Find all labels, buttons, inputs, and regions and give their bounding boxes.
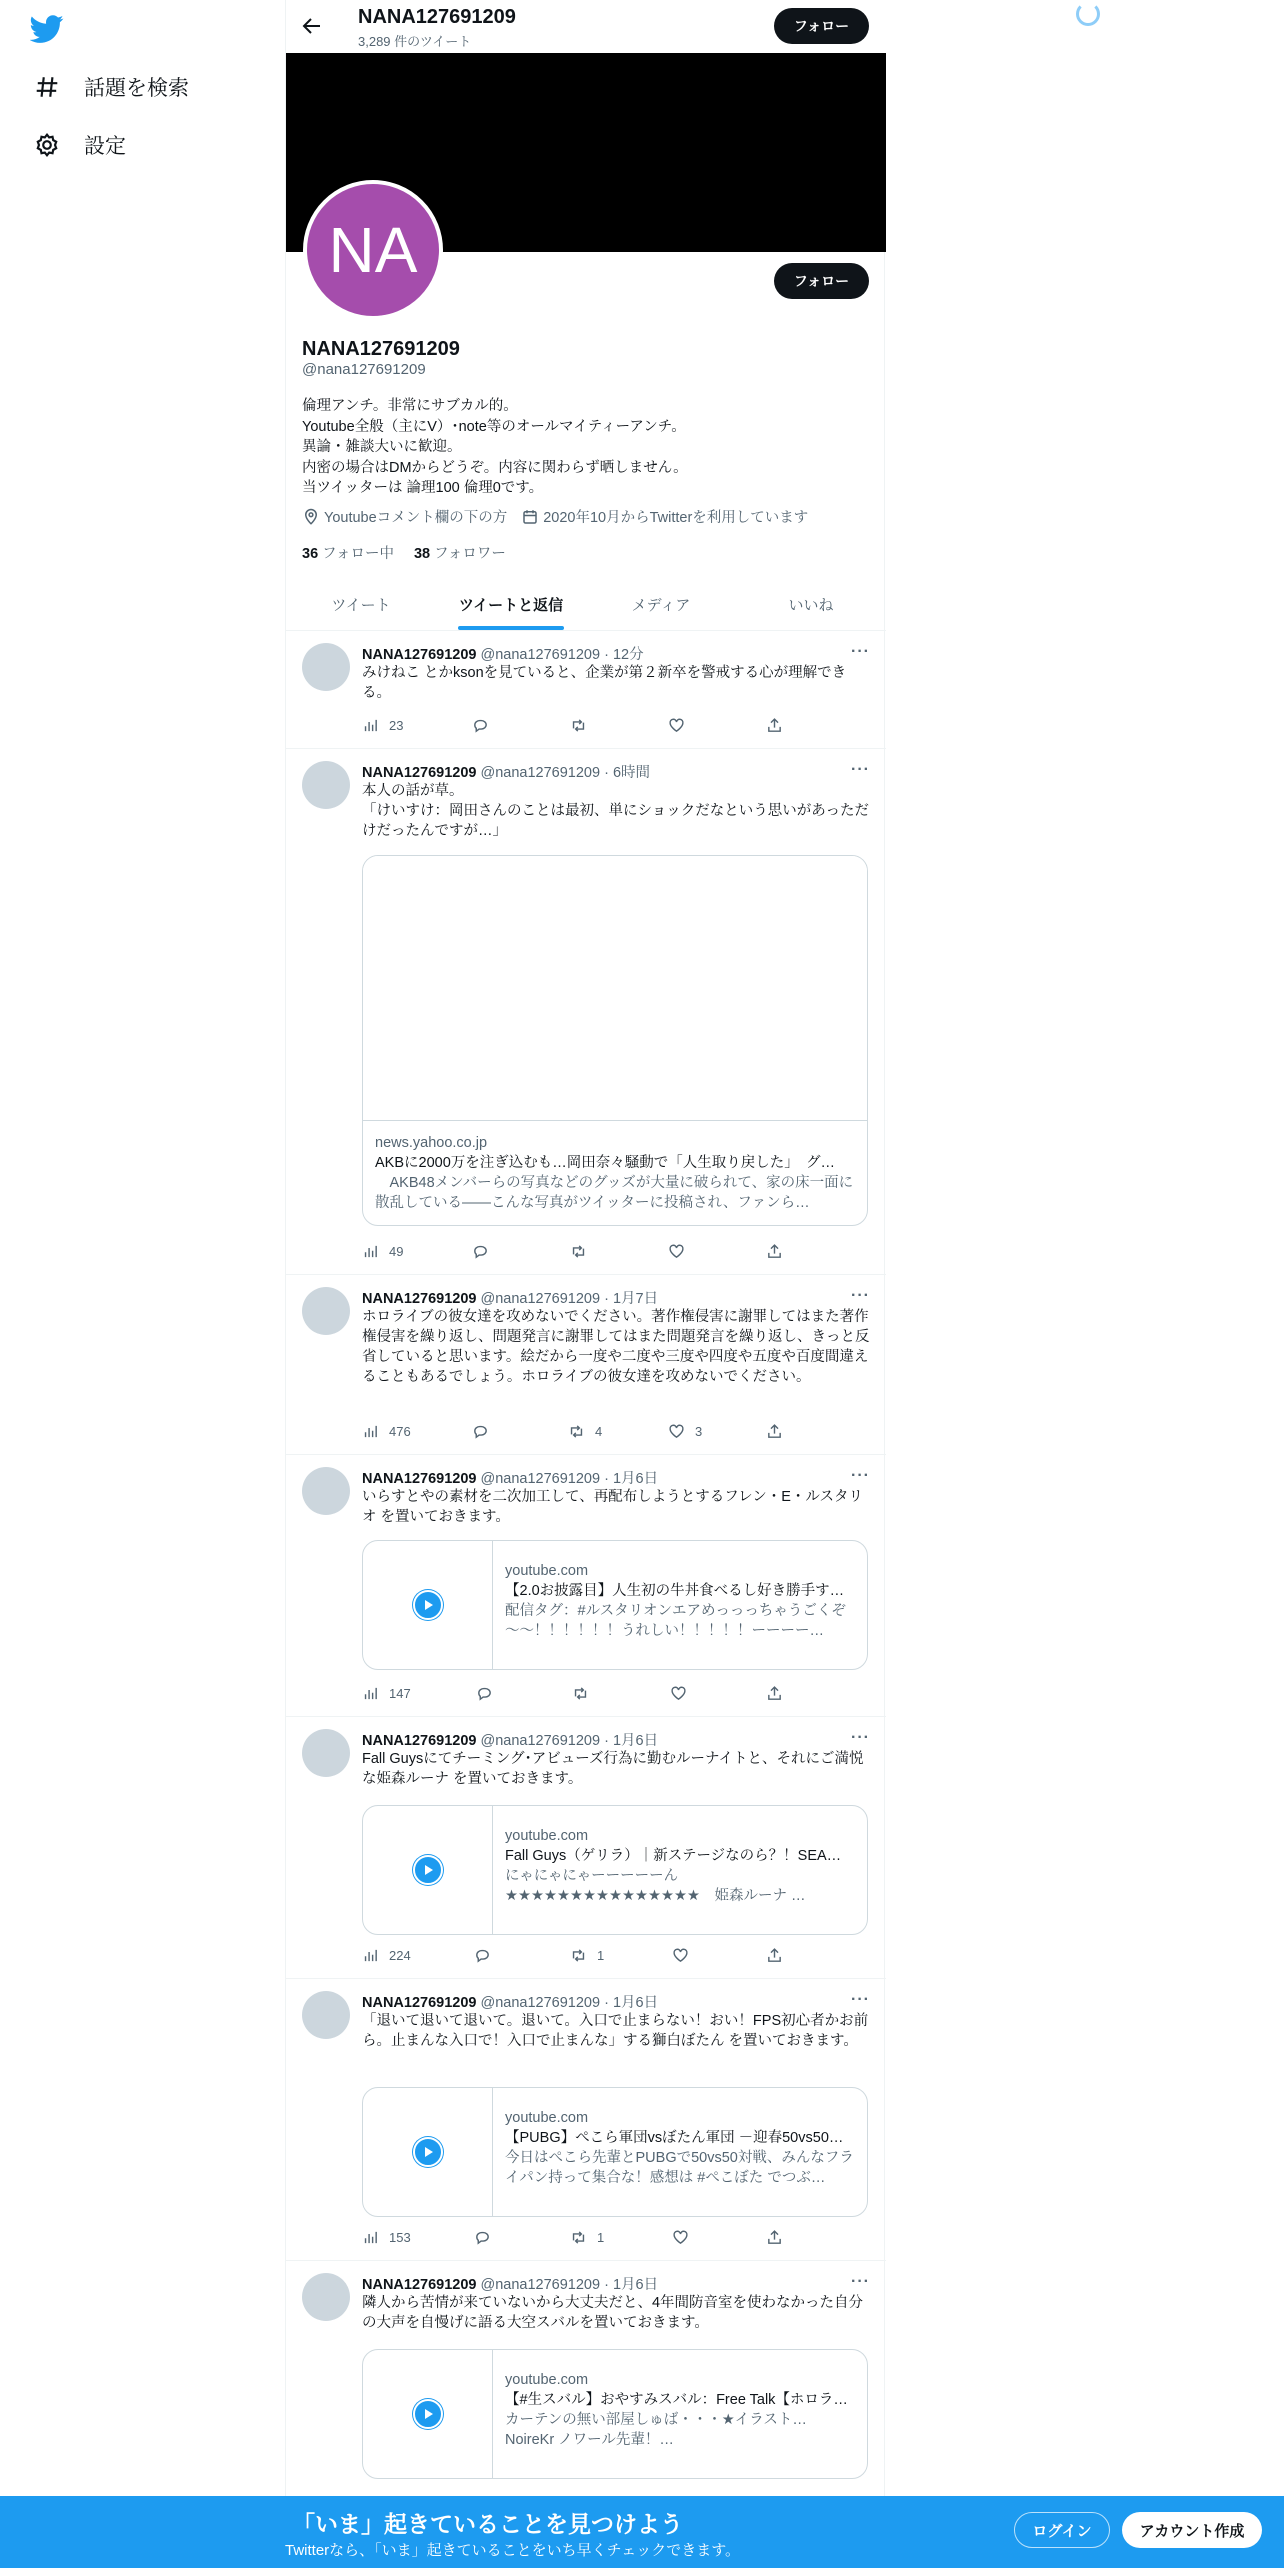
login-button[interactable]: ログイン [1014,2512,1110,2548]
views-icon [362,1685,379,1702]
nav-settings[interactable] [34,130,126,160]
share-button[interactable] [766,2229,783,2246]
youtube-card-title: 【#生スバル】おやすみスバル：Free Talk【ホロラ… [505,2392,848,2408]
tweet-text: 本人の話が草。 「けいすけ：岡田さんのことは最初、単にショックだなという思いがあっただけだったんですが…」 [362,783,870,839]
follow-stats [302,542,506,563]
tweet-avatar[interactable] [302,761,350,809]
more-icon[interactable]: ··· [851,643,870,660]
calendar-icon [521,508,539,526]
share-button[interactable] [766,1423,783,1440]
retweet-icon [570,1243,587,1260]
views-button[interactable]: 224 [362,1947,411,1964]
share-button[interactable] [766,1947,783,1964]
link-card[interactable] [362,855,868,1226]
header-follow-button[interactable]: フォロー [774,8,869,44]
tab-tweets-and-replies[interactable]: ツイートと返信 [436,578,586,630]
profile-avatar[interactable]: NA [303,180,443,320]
reply-icon [474,1947,491,1964]
link-card-image [363,856,867,1121]
tweet-item[interactable] [286,1717,886,1979]
youtube-card-title: 【2.0お披露目】人生初の牛丼食べるし好き勝手す… [505,1583,845,1599]
share-button[interactable] [766,717,783,734]
header-tweet-count: 3,289 件のツイート [358,34,472,49]
views-button[interactable]: 153 [362,2229,411,2246]
youtube-thumbnail [363,2350,493,2478]
signup-banner [0,2496,1284,2568]
tweet-avatar[interactable] [302,1991,350,2039]
views-button[interactable]: 49 [362,1243,403,1260]
tweet-text: 隣人から苦情が来ていないから大丈夫だと、4年間防音室を使わなかった自分の大声を自慢げに語る大空スバルを置いておきます。 [362,2295,864,2331]
heart-icon [672,2229,689,2246]
retweet-button[interactable]: 1 [570,2229,604,2246]
retweet-icon [570,717,587,734]
like-button[interactable] [672,2229,699,2246]
gear-icon [34,132,60,158]
tweet-actions [362,1423,832,1443]
tweet-item[interactable] [286,1455,886,1717]
reply-button[interactable] [472,1423,499,1440]
nav-settings-label: 設定 [84,135,126,158]
share-icon [766,2229,783,2246]
reply-icon [474,2229,491,2246]
views-button[interactable]: 476 [362,1423,411,1440]
reply-icon [472,1423,489,1440]
tweet-text: いらすとやの素材を二次加工して、再配布しようとするフレン・E・ルスタリオ を置いておきます。 [362,1489,864,1525]
more-icon[interactable]: ··· [851,1991,870,2008]
heart-icon [670,1685,687,1702]
youtube-card-title: Fall Guys（ゲリラ）｜新ステージなのら？！SEA… [505,1848,842,1864]
reply-button[interactable] [474,2229,501,2246]
tweet-text: みけねこ とかksonを見ていると、企業が第２新卒を警戒する心が理解できる。 [362,665,847,701]
loading-spinner-icon [1076,2,1100,26]
signup-button[interactable]: アカウント作成 [1122,2512,1262,2548]
tweet-text: ホロライブの彼女達を攻めないでください。著作権侵害に謝罪してはまた著作権侵害を繰り返し、問題発言に謝罪してはまた問題発言を繰り返し、きっと反省していると思います。絵だから一度や二度や三度や四度や五度や百度間違えることもあるでしょう。ホロライブの彼女達を攻めないでください。 [362,1309,870,1385]
tweet-header: NANA127691209 @nana127691209 · 6時間 [362,765,651,781]
signup-banner-subtitle: Twitterなら、「いま」起きていることをいち早くチェックできます。 [285,2542,741,2559]
tweet-actions [362,717,832,737]
reply-icon [472,717,489,734]
reply-icon [476,1685,493,1702]
twitter-logo-icon[interactable] [30,12,64,46]
tab-tweets[interactable]: ツイート [331,596,391,614]
views-icon [362,1423,379,1440]
youtube-card[interactable] [362,1805,868,1935]
profile-header-bar [286,0,886,53]
tweet-header: NANA127691209 @nana127691209 · 1月6日 [362,1733,659,1749]
share-icon [766,1243,783,1260]
profile-tabs [286,578,886,631]
heart-icon [668,717,685,734]
reply-icon [472,1243,489,1260]
nav-explore[interactable] [34,72,189,102]
youtube-card-domain: youtube.com [505,1563,589,1579]
play-icon [413,2399,443,2429]
reply-button[interactable] [474,1947,501,1964]
share-button[interactable] [766,1243,783,1260]
link-card-description: AKB48メンバーらの写真などのグッズが大量に破られて、家の床一面に散乱している――こんな写真がツイッターに投稿され、ファンら… [375,1175,854,1211]
tweet-text: Fall Guysにてチーミング･アビューズ行為に勤むルーナイトと、それにご満悦な姫森ルーナ を置いておきます。 [362,1751,864,1787]
following-link[interactable]: 36 フォロー中 [302,546,394,562]
play-icon [413,2137,443,2167]
retweet-icon [572,1685,589,1702]
profile-location-text: Youtubeコメント欄の下の方 [324,510,508,526]
nav-explore-label: 話題を検索 [84,77,189,100]
tweet-item[interactable] [286,1979,886,2261]
youtube-card-domain: youtube.com [505,2372,589,2388]
tweet-avatar[interactable] [302,1467,350,1515]
tweet-avatar[interactable] [302,2273,350,2321]
views-button[interactable]: 23 [362,717,403,734]
tab-likes[interactable]: いいね [788,596,834,614]
more-icon[interactable]: ··· [851,761,870,778]
link-card-domain: news.yahoo.co.jp [375,1135,488,1151]
tweet-header: NANA127691209 @nana127691209 · 12分 [362,647,644,663]
location-pin-icon [302,508,320,526]
profile-meta [302,506,808,527]
profile-follow-button[interactable]: フォロー [774,263,869,299]
play-icon [413,1855,443,1885]
profile-column [285,0,885,2568]
views-icon [362,1243,379,1260]
youtube-card-domain: youtube.com [505,2110,589,2126]
reply-button[interactable] [472,1243,499,1260]
retweet-button[interactable]: 1 [570,1947,604,1964]
youtube-card-description: カーテンの無い部屋しゅば・・・★イラスト… NoireKr ノワール先輩！… [505,2412,807,2448]
youtube-card-description: 今日はぺこら先輩とPUBGで50vs50対戦、みんなフライパン持って集合な！感想は #ぺこぼた でつぶ… [505,2150,854,2186]
more-icon[interactable]: ··· [851,1467,870,1484]
tweet-text: 「退いて退いて退いて。退いて。入口で止まらない！おい！FPS初心者かお前ら。止まんな入口で！入口で止まんな」する獅白ぼたん を置いておきます。 [362,2013,869,2049]
tweet-actions [362,1243,832,1263]
more-icon[interactable]: ··· [851,1729,870,1746]
more-icon[interactable]: ··· [851,1287,870,1304]
youtube-card-description: 配信タグ：#ルスタリオンエアめっっっちゃうごくぞ～～！！！！！！うれしい！！！！！ーーーー… [505,1603,846,1639]
share-icon [766,1685,783,1702]
profile-bio: 倫理アンチ。非常にサブカル的。 Youtube全般（主にV）･note等のオールマイティーアンチ。 異論・雑談大いに歓迎。 内密の場合はDMからどうぞ。内容に関わらず晒しません。 当ツイッターは 論理100 倫理0です。 [302,398,688,496]
tweet-actions [362,2229,832,2249]
tweet-avatar[interactable] [302,1287,350,1335]
views-icon [362,717,379,734]
youtube-thumbnail [363,2088,493,2216]
retweet-icon [570,2229,587,2246]
profile-handle: @nana127691209 [302,361,426,378]
reply-button[interactable] [476,1685,503,1702]
reply-button[interactable] [472,717,499,734]
tweet-avatar[interactable] [302,1729,350,1777]
like-button[interactable]: 3 [668,1423,702,1440]
views-icon [362,1947,379,1964]
profile-joined [521,506,808,527]
heart-icon [668,1243,685,1260]
youtube-card-title: 【PUBG】ぺこら軍団vsぼたん軍団 －迎春50vs50… [505,2130,844,2146]
tweet-item[interactable] [286,1275,886,1455]
share-icon [766,1947,783,1964]
link-card-title: AKBに2000万を注ぎ込むも…岡田奈々騒動で「人生取り戻した」 グ… [375,1155,836,1171]
retweet-button[interactable] [570,717,597,734]
youtube-thumbnail [363,1806,493,1934]
tweet-item[interactable] [286,631,886,749]
share-icon [766,717,783,734]
followers-link[interactable]: 38 フォロワー [413,546,506,562]
views-icon [362,2229,379,2246]
hashtag-icon [34,74,60,100]
play-icon [413,1590,443,1620]
tweet-actions [362,1685,832,1705]
retweet-button[interactable] [572,1685,599,1702]
youtube-card[interactable] [362,2087,868,2217]
youtube-card[interactable] [362,2349,868,2479]
youtube-thumbnail [363,1541,493,1669]
youtube-card-domain: youtube.com [505,1828,589,1844]
profile-location [302,506,507,527]
like-button[interactable] [672,1947,699,1964]
heart-icon [668,1423,685,1440]
signup-banner-title: 「いま」起きていることを見つけよう [292,2511,683,2537]
share-button[interactable] [766,1685,783,1702]
tweet-avatar[interactable] [302,643,350,691]
tab-media[interactable]: メディア [631,596,691,614]
retweet-button[interactable]: 4 [568,1423,602,1440]
tweet-header: NANA127691209 @nana127691209 · 1月7日 [362,1291,659,1307]
youtube-card[interactable] [362,1540,868,1670]
share-icon [766,1423,783,1440]
more-icon[interactable]: ··· [851,2273,870,2290]
retweet-icon [568,1423,585,1440]
back-arrow-icon[interactable] [300,14,324,38]
retweet-icon [570,1947,587,1964]
tweet-header: NANA127691209 @nana127691209 · 1月6日 [362,1471,659,1487]
profile-name: NANA127691209 [302,338,460,360]
retweet-button[interactable] [570,1243,597,1260]
like-button[interactable] [670,1685,697,1702]
youtube-card-description: にゃにゃにゃーーーーーん ★★★★★★★★★★★★★★★ 姫森ルーナ … [505,1868,806,1904]
like-button[interactable] [668,717,695,734]
tweet-item[interactable] [286,749,886,1275]
like-button[interactable] [668,1243,695,1260]
profile-joined-text: 2020年10月からTwitterを利用しています [543,510,809,526]
views-button[interactable]: 147 [362,1685,411,1702]
header-name: NANA127691209 [358,6,516,28]
heart-icon [672,1947,689,1964]
tweet-actions [362,1947,832,1967]
tweet-header: NANA127691209 @nana127691209 · 1月6日 [362,2277,659,2293]
tweet-header: NANA127691209 @nana127691209 · 1月6日 [362,1995,659,2011]
